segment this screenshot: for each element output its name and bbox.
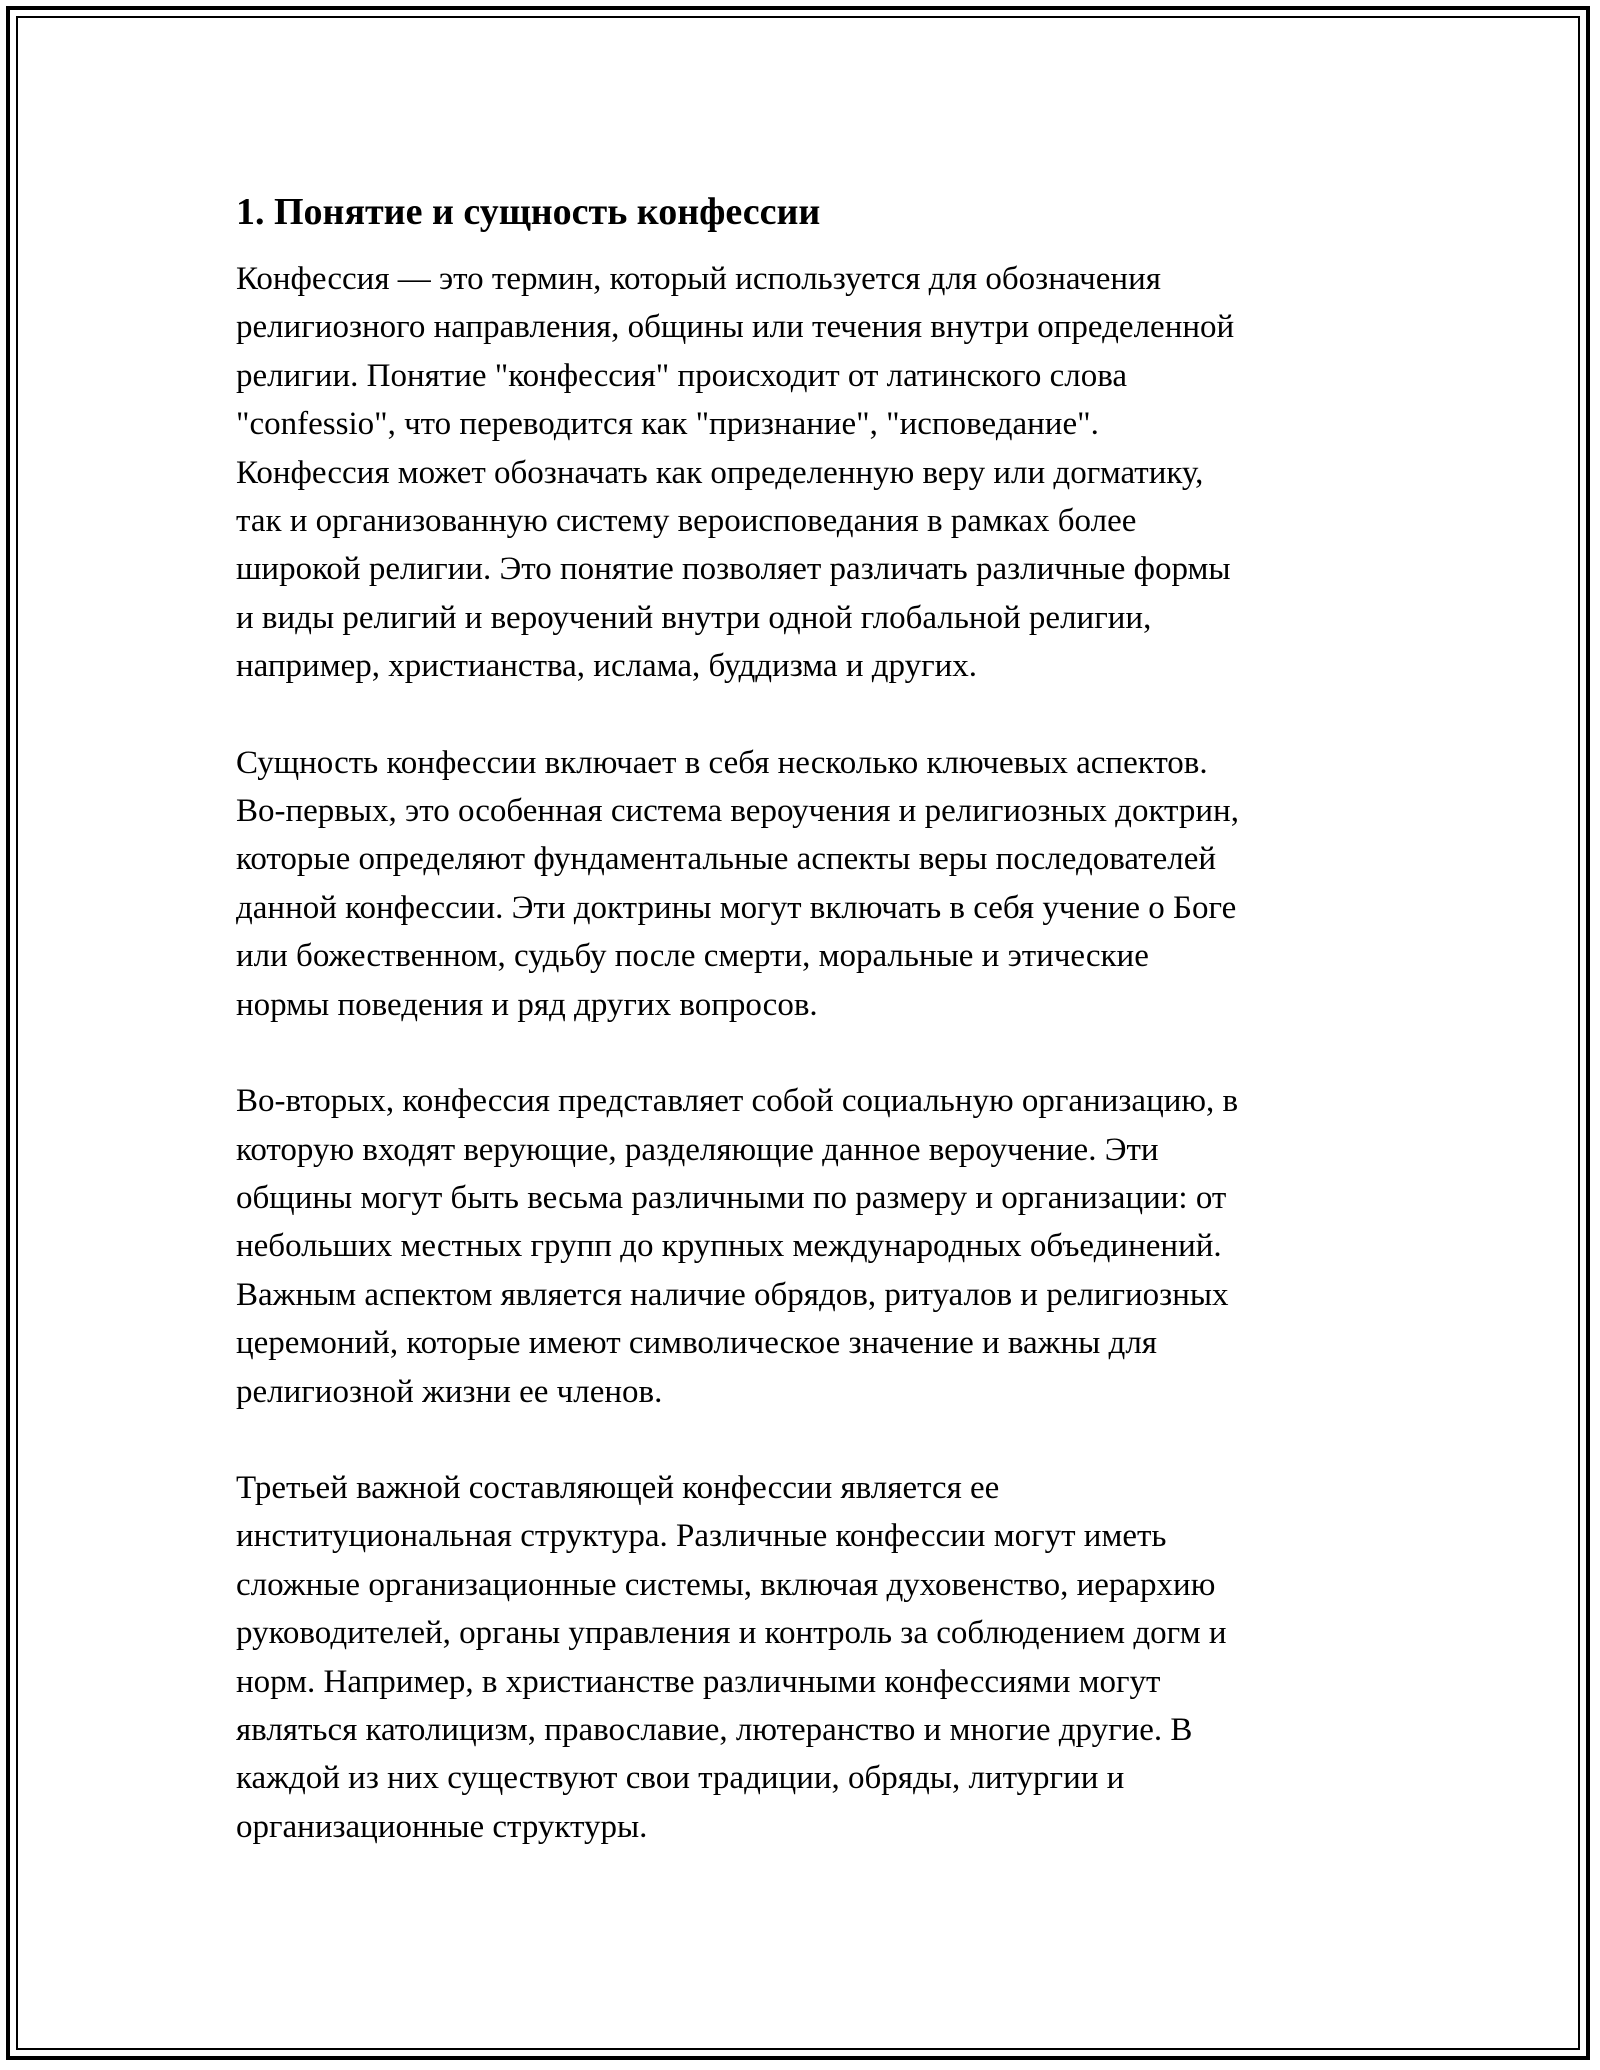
document-body: [236, 186, 1366, 1851]
paragraph-doctrine: Сущность конфессии включает в себя несколько ключевых аспектов. Во-первых, это особенная система вероучения и религиозных доктрин, которые определяют фундаментальные аспекты веры последователей данной конфессии. Эти доктрины могут включать в себя учение о Боге или божественном, судьбу после смерти, моральные и этические нормы поведения и ряд других вопросов.: [236, 744, 1239, 1023]
paragraph-social-organization: Во-вторых, конфессия представляет собой социальную организацию, в которую входят верующие, разделяющие данное вероучение. Эти общины могут быть весьма различными по размеру и организации: от небольших местных групп до крупных международных объединений. Важным аспектом является наличие обрядов, ритуалов и религиозных церемоний, которые имеют символическое значение и важны для религиозной жизни ее членов.: [236, 1083, 1239, 1410]
paragraph-institutional-structure: Третьей важной составляющей конфессии является ее институциональная структура. Различные конфессии могут иметь сложные организационные системы, включая духовенство, иерархию руководителей, органы управления и контроль за соблюдением догм и норм. Например, в христианстве различными конфессиями могут являться католицизм, православие, лютеранство и многие другие. В каждой из них существуют свои традиции, обряды, литургии и организационные структуры.: [236, 1469, 1227, 1845]
paragraph-definition: Конфессия — это термин, который используется для обозначения религиозного направления, общины или течения внутри определенной религии. Понятие "конфессия" происходит от латинского слова "confessio", что переводится как "признание", "исповедание". Конфессия может обозначать как определенную веру или догматику, так и организованную систему вероисповедания в рамках более широкой религии. Это понятие позволяет различать различные формы и виды религий и вероучений внутри одной глобальной религии, например, христианства, ислама, буддизма и других.: [236, 261, 1235, 685]
section-heading: 1. Понятие и сущность конфессии: [236, 191, 821, 233]
